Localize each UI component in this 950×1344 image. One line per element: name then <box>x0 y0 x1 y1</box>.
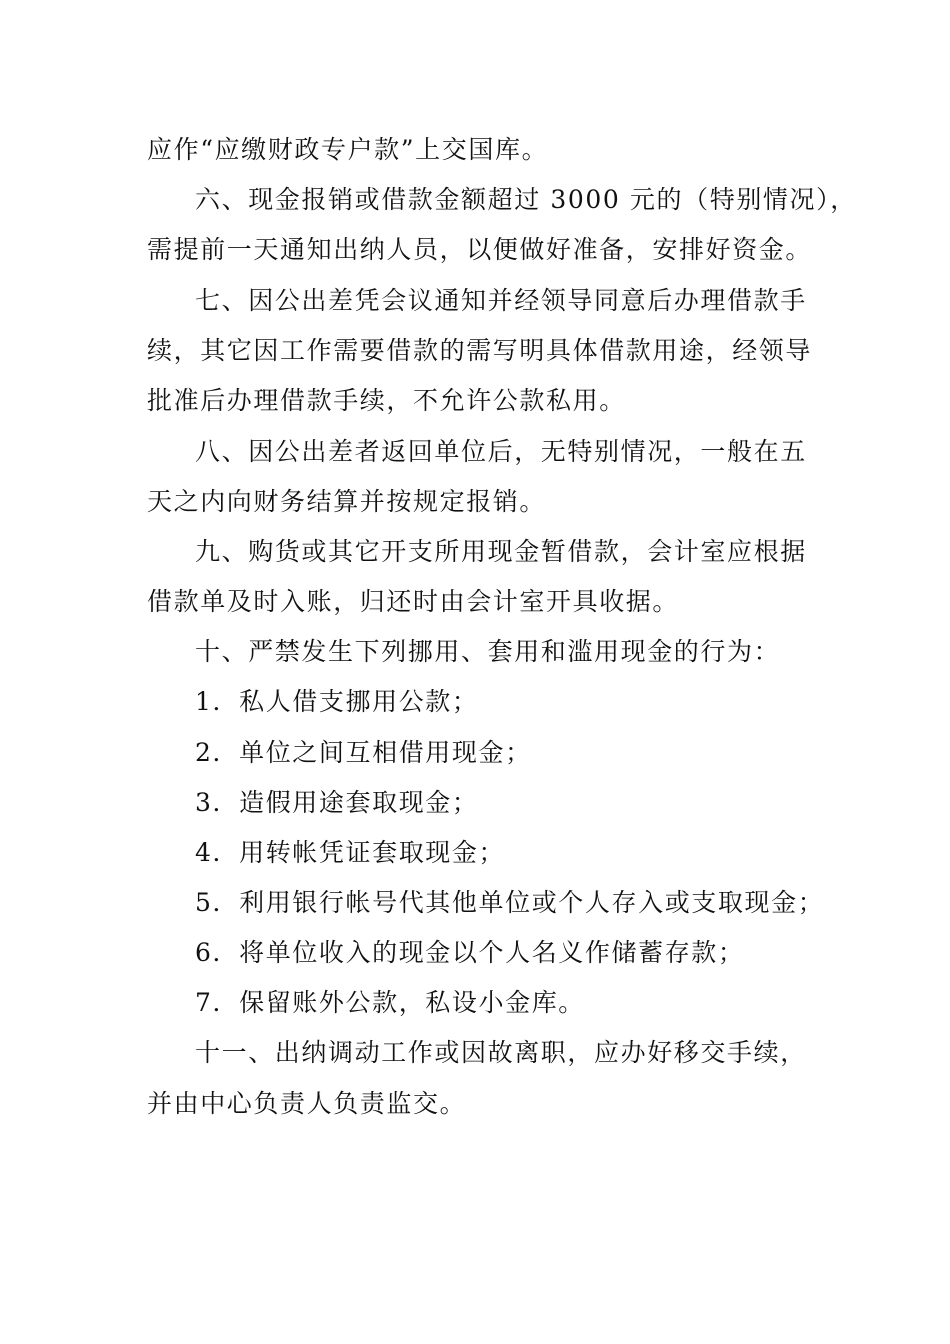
text-line: 六、现金报销或借款金额超过 3000 元的（特别情况）， <box>195 185 857 214</box>
text-line: 十一、出纳调动工作或因故离职，应办好移交手续， <box>195 1038 807 1067</box>
list-item: 3．造假用途套取现金； <box>195 788 479 817</box>
list-item: 4．用转帐凭证套取现金； <box>195 838 506 867</box>
list-item: 2．单位之间互相借用现金； <box>195 738 532 767</box>
text-line: 借款单及时入账，归还时由会计室开具收据。 <box>147 587 680 616</box>
text-line: 并由中心负责人负责监交。 <box>147 1089 467 1118</box>
text-line: 需提前一天通知出纳人员，以便做好准备，安排好资金。 <box>147 235 813 264</box>
list-item: 6．将单位收入的现金以个人名义作储蓄存款； <box>195 938 745 967</box>
text-line: 七、因公出差凭会议通知并经领导同意后办理借款手 <box>195 286 807 315</box>
list-item: 7．保留账外公款，私设小金库。 <box>195 988 585 1017</box>
list-item: 1．私人借支挪用公款； <box>195 687 479 716</box>
text-line: 批准后办理借款手续，不允许公款私用。 <box>147 386 626 415</box>
text-line: 九、购货或其它开支所用现金暂借款，会计室应根据 <box>195 537 807 566</box>
text-line: 应作“应缴财政专户款”上交国库。 <box>147 135 549 164</box>
text-line: 续，其它因工作需要借款的需写明具体借款用途，经领导 <box>147 336 813 365</box>
text-line: 天之内向财务结算并按规定报销。 <box>147 487 547 516</box>
text-line: 十、严禁发生下列挪用、套用和滥用现金的行为： <box>195 637 781 666</box>
text-line: 八、因公出差者返回单位后，无特别情况，一般在五 <box>195 437 807 466</box>
list-item: 5．利用银行帐号代其他单位或个人存入或支取现金； <box>195 888 825 917</box>
